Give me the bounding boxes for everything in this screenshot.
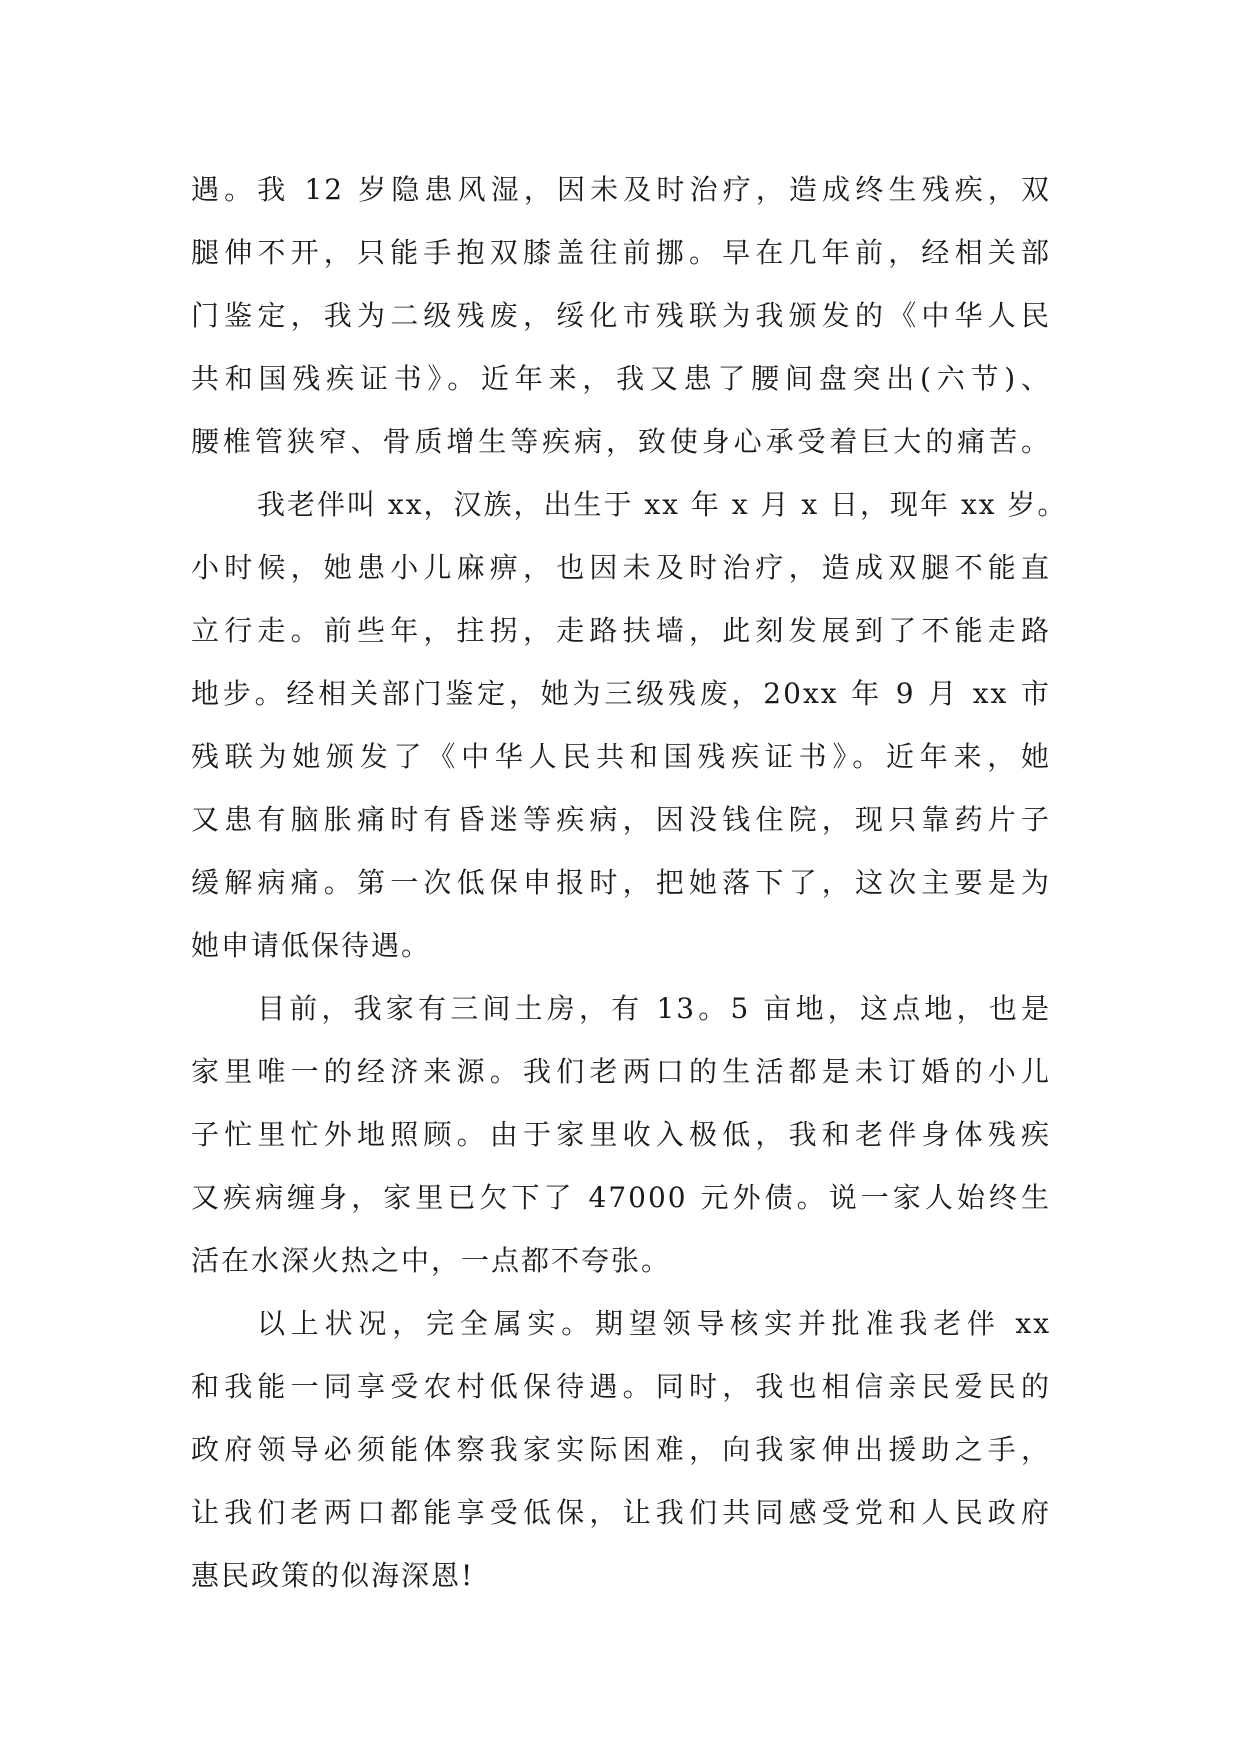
- text-line: 让我们老两口都能享受低保，让我们共同感受党和人民政府: [191, 1496, 1051, 1529]
- text-line: 惠民政策的似海深恩!: [191, 1559, 475, 1592]
- paragraph: [191, 1292, 1051, 1607]
- text-line: 残联为她颁发了《中华人民共和国残疾证书》。近年来，她: [191, 740, 1051, 773]
- text-line: 她申请低保待遇。: [191, 929, 432, 962]
- text-line: 立行走。前些年，拄拐，走路扶墙，此刻发展到了不能走路: [191, 614, 1051, 647]
- document-body: [191, 158, 1068, 1607]
- text-line: 家里唯一的经济来源。我们老两口的生活都是未订婚的小儿: [191, 1055, 1051, 1088]
- text-line: 子忙里忙外地照顾。由于家里收入极低，我和老伴身体残疾: [191, 1118, 1051, 1151]
- text-line: 又患有脑胀痛时有昏迷等疾病，因没钱住院，现只靠药片子: [191, 803, 1051, 836]
- text-line: 门鉴定，我为二级残废，绥化市残联为我颁发的《中华人民: [191, 299, 1051, 332]
- paragraph: [191, 158, 1051, 473]
- text-line: 活在水深火热之中，一点都不夸张。: [191, 1244, 672, 1277]
- paragraph: [191, 977, 1051, 1292]
- paragraph: [191, 473, 1068, 977]
- text-line: 以上状况，完全属实。期望领导核实并批准我老伴 xx: [257, 1307, 1051, 1340]
- text-line: 小时候，她患小儿麻痹，也因未及时治疗，造成双腿不能直: [191, 551, 1051, 584]
- text-line: 又疾病缠身，家里已欠下了 47000 元外债。说一家人始终生: [191, 1181, 1051, 1214]
- text-line: 共和国残疾证书》。近年来，我又患了腰间盘突出(六节)、: [191, 362, 1051, 395]
- text-line: 腰椎管狭窄、骨质增生等疾病，致使身心承受着巨大的痛苦。: [191, 425, 1051, 458]
- text-line: 遇。我 12 岁隐患风湿，因未及时治疗，造成终生残疾，双: [191, 173, 1051, 206]
- text-line: 缓解病痛。第一次低保申报时，把她落下了，这次主要是为: [191, 866, 1051, 899]
- text-line: 政府领导必须能体察我家实际困难，向我家伸出援助之手，: [191, 1433, 1051, 1466]
- text-line: 腿伸不开，只能手抱双膝盖往前挪。早在几年前，经相关部: [191, 236, 1051, 269]
- text-line: 目前，我家有三间土房，有 13。5 亩地，这点地，也是: [257, 992, 1051, 1025]
- text-line: 和我能一同享受农村低保待遇。同时，我也相信亲民爱民的: [191, 1370, 1051, 1403]
- text-line: 我老伴叫 xx，汉族，出生于 xx 年 x 月 x 日，现年 xx 岁。: [257, 488, 1068, 521]
- text-line: 地步。经相关部门鉴定，她为三级残废，20xx 年 9 月 xx 市: [191, 677, 1051, 710]
